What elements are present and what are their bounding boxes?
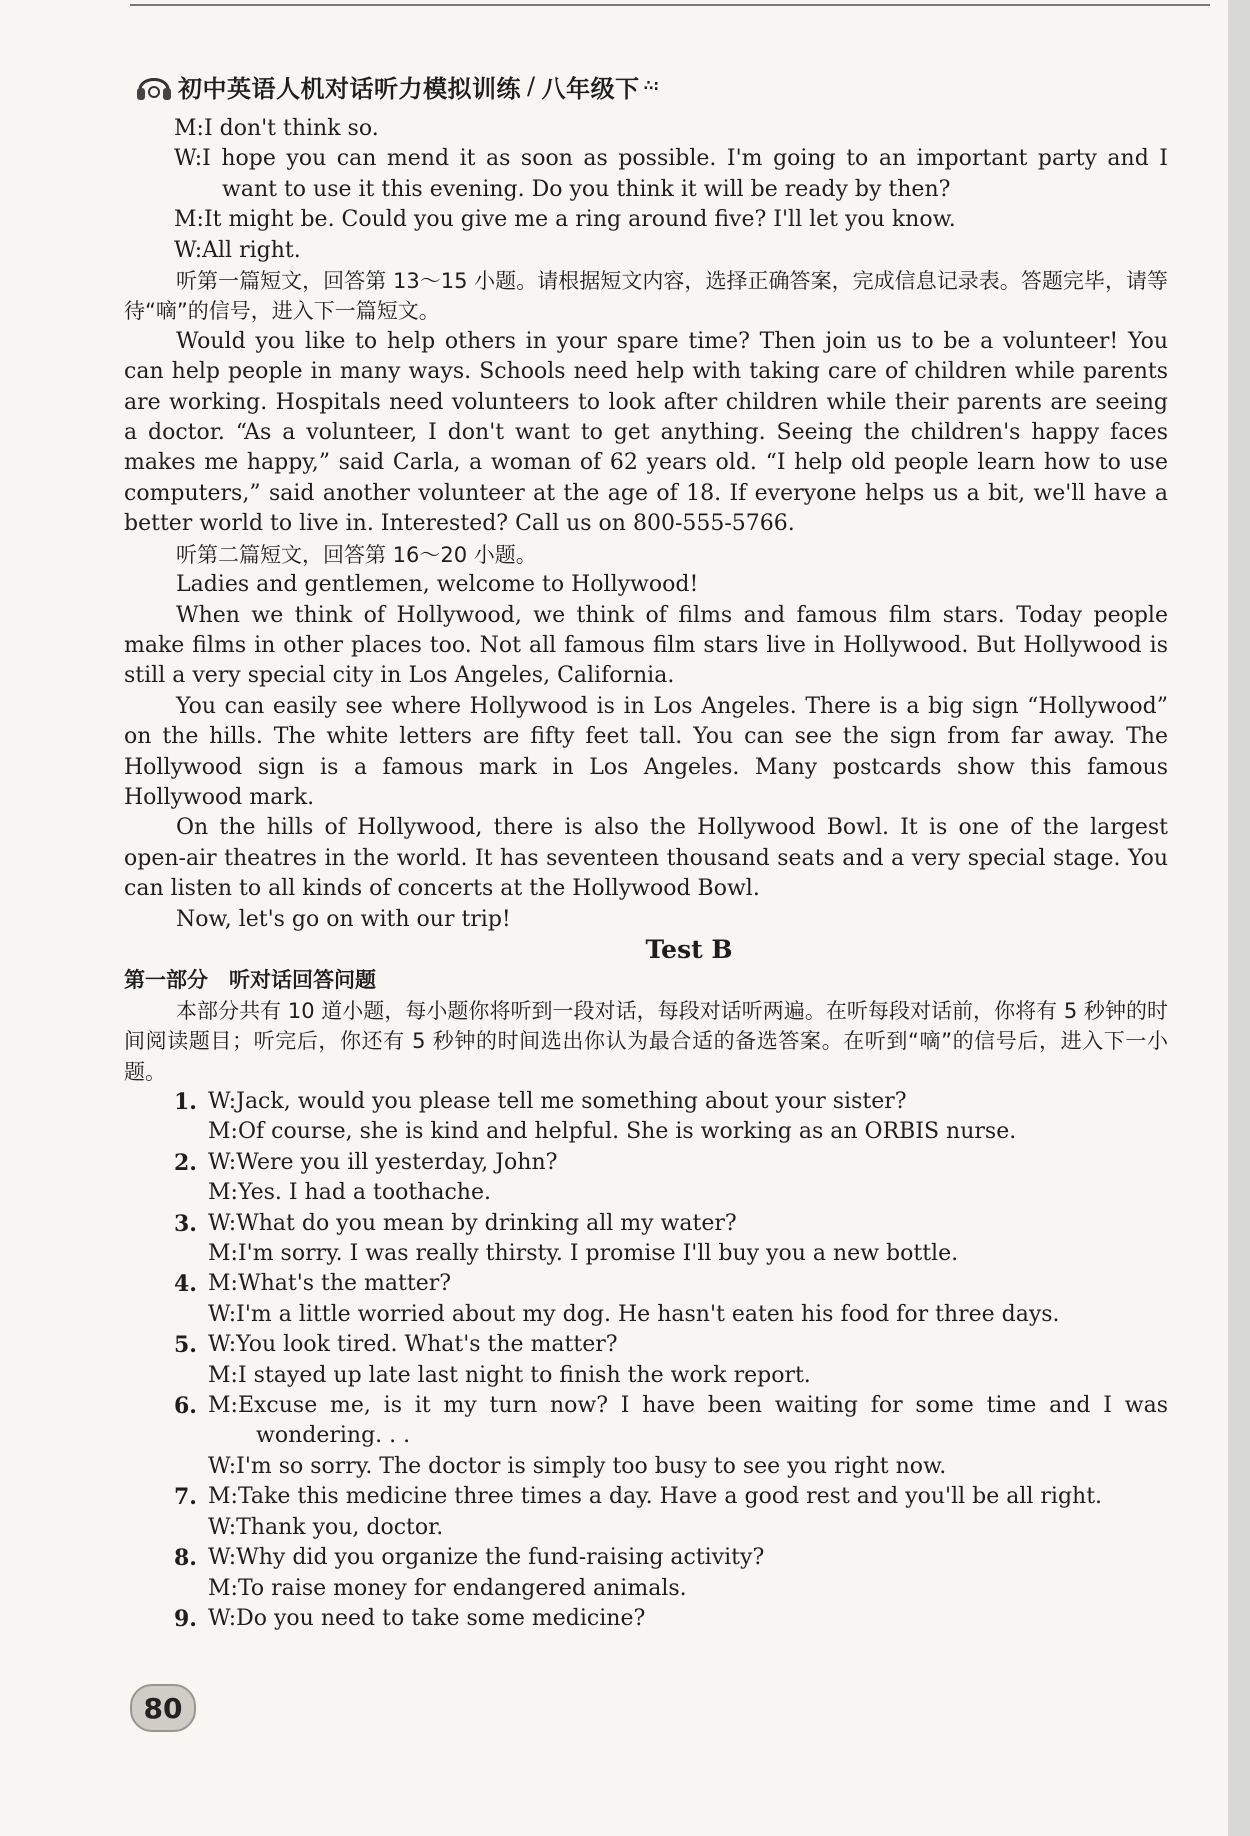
question-line: W:I'm a little worried about my dog. He hasn't eaten his food for three days.: [208, 1301, 1060, 1327]
dialogue-line: M:I don't think so.: [174, 116, 379, 141]
question-line: 6. M:Excuse me, is it my turn now? I have been waiting for some time and I was wondering. . .: [174, 1393, 1168, 1449]
test-title: Test B: [645, 934, 733, 964]
question-line: M:Yes. I had a toothache.: [208, 1180, 491, 1206]
headphones-icon: [134, 68, 174, 104]
dialogue-line: M:It might be. Could you give me a ring around five? I'll let you know.: [174, 207, 956, 233]
passage-2-paragraph: You can easily see where Hollywood is in Los Angeles. There is a big sign “Hollywood” on the hills. The white letters are fifty feet tall. You can see the sign from far away. The Hollywood sign is a famous mark in Los Angeles. Many postcards show this famous Hollywood mark.: [124, 693, 1168, 810]
question-line: M:I stayed up late last night to finish the work report.: [208, 1362, 811, 1388]
decorative-dots-icon: ∴:: [643, 78, 659, 94]
question-line: 3. W:What do you mean by drinking all my water?: [174, 1210, 737, 1237]
grade-label: 八年级下: [541, 74, 640, 103]
passage-2-paragraph: Ladies and gentlemen, welcome to Hollywood!: [176, 572, 699, 598]
page-number: 80: [130, 1684, 196, 1732]
question-line: M:To raise money for endangered animals.: [208, 1575, 687, 1601]
section-instruction: 本部分共有 10 道小题，每小题你将听到一段对话，每段对话听两遍。在听每段对话前，你将有 5 秒钟的时间阅读题目；听完后，你还有 5 秒钟的时间选出你认为最合适的备选答案。在听到“嘀”的信号后，进入下一小题。: [124, 998, 1168, 1084]
question-line: 2. W:Were you ill yesterday, John?: [174, 1149, 558, 1176]
page-edge: [1228, 0, 1250, 1836]
question-line: 9. W:Do you need to take some medicine?: [174, 1605, 646, 1632]
top-rule: [130, 4, 1210, 6]
question-line: M:I'm sorry. I was really thirsty. I promise I'll buy you a new bottle.: [208, 1241, 959, 1267]
running-header: [134, 66, 659, 106]
question-line: W:Thank you, doctor.: [208, 1514, 444, 1540]
dialogue-line: W:All right.: [174, 237, 301, 263]
instruction-passage-2: 听第二篇短文，回答第 16～20 小题。: [176, 542, 537, 567]
question-line: 1. W:Jack, would you please tell me something about your sister?: [174, 1089, 907, 1115]
passage-2-paragraph: Now, let's go on with our trip!: [176, 906, 511, 932]
passage-2-paragraph: When we think of Hollywood, we think of films and famous film stars. Today people make films in other places too. Not all famous film stars live in Hollywood. But Hollywood is still a very special city in Los Angeles, California.: [124, 602, 1168, 689]
page-content: [124, 114, 1168, 1634]
instruction-passage-1: 听第一篇短文，回答第 13～15 小题。请根据短文内容，选择正确答案，完成信息记录表。答题完毕，请等待“嘀”的信号，进入下一篇短文。: [124, 269, 1168, 324]
question-line: M:Of course, she is kind and helpful. She is working as an ORBIS nurse.: [208, 1119, 1017, 1145]
question-line: 4. M:What's the matter?: [174, 1271, 452, 1298]
section-title: 第一部分 听对话回答问题: [124, 968, 376, 993]
dialogue-line: W:I hope you can mend it as soon as possible. I'm going to an important party and I want to use it this evening. Do you think it will be ready by then?: [174, 146, 1168, 202]
header-separator: /: [527, 72, 536, 100]
passage-1: Would you like to help others in your spare time? Then join us to be a volunteer! You can help people in many ways. Schools need help with taking care of children while parents are working. Hospitals need volunteers to look after children while their parents are seeing a doctor. “As a volunteer, I don't want to get anything. Seeing the children's happy faces makes me happy,” said Carla, a woman of 62 years old. “I help old people learn how to use computers,” said another volunteer at the age of 18. If everyone helps us a bit, we'll have a better world to live in. Interested? Call us on 800-555-5766.: [124, 328, 1168, 537]
question-line: 8. W:Why did you organize the fund-raising activity?: [174, 1545, 765, 1572]
question-line: 5. W:You look tired. What's the matter?: [174, 1332, 618, 1359]
question-line: W:I'm so sorry. The doctor is simply too busy to see you right now.: [208, 1453, 947, 1479]
passage-2-paragraph: On the hills of Hollywood, there is also the Hollywood Bowl. It is one of the largest open-air theatres in the world. It has seventeen thousand seats and a very special stage. You can listen to all kinds of concerts at the Hollywood Bowl.: [124, 815, 1168, 902]
book-title: 初中英语人机对话听力模拟训练: [178, 74, 521, 103]
question-line: 7. M:Take this medicine three times a day. Have a good rest and you'll be all right.: [174, 1484, 1103, 1511]
